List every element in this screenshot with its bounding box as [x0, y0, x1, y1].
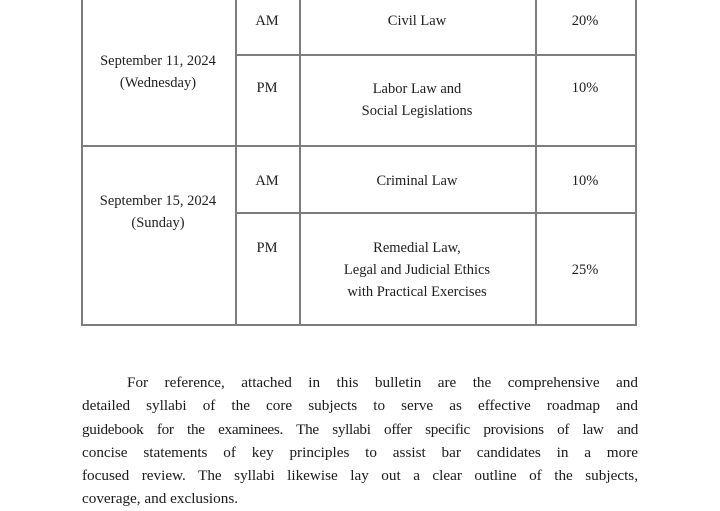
row-divider: [235, 54, 636, 56]
subject-weight: 25%: [571, 262, 599, 278]
paragraph-line: concise statements of key principles to assist bar candidates in a more: [82, 443, 638, 461]
session-time: AM: [255, 173, 279, 189]
exam-day: (Wednesday): [119, 75, 197, 91]
exam-date: September 15, 2024: [99, 193, 217, 209]
weight-cell: [535, 6, 635, 36]
time-cell: [235, 6, 299, 36]
paragraph-line: coverage, and exclusions.: [82, 490, 239, 508]
subject-name: Criminal Law: [376, 173, 458, 189]
subject-weight: 10%: [571, 80, 599, 96]
time-cell: [235, 73, 299, 103]
row-divider: [81, 145, 636, 147]
date-cell: [81, 32, 235, 112]
session-time: PM: [256, 80, 278, 96]
weight-cell: [535, 255, 635, 285]
subject-name-line: with Practical Exercises: [347, 284, 487, 300]
paragraph-line: detailed syllabi of the core subjects to serve as effective roadmap and: [82, 397, 638, 415]
time-cell: [235, 233, 299, 263]
column-divider-date: [235, 0, 237, 325]
reference-paragraph: [82, 371, 638, 511]
time-cell: [235, 166, 299, 196]
session-time: PM: [256, 240, 278, 256]
session-time: AM: [255, 13, 279, 29]
table-border-right: [635, 0, 637, 325]
table-border-bottom: [81, 324, 637, 326]
subject-name-line: Legal and Judicial Ethics: [343, 262, 491, 278]
subject-cell: [299, 77, 535, 123]
subject-name-line: Labor Law and: [372, 81, 462, 97]
exam-day: (Sunday): [131, 215, 185, 231]
subject-name-line: Social Legislations: [361, 103, 473, 119]
exam-date: September 11, 2024: [100, 53, 216, 69]
weight-cell: [535, 166, 635, 196]
paragraph-line: For reference, attached in this bulletin are the comprehensive and: [127, 374, 638, 391]
subject-weight: 20%: [571, 13, 599, 29]
subject-weight: 10%: [571, 173, 599, 189]
date-cell: [81, 172, 235, 252]
paragraph-line: focused review. The syllabi likewise lay out a clear outline of the subjects,: [82, 467, 638, 485]
weight-cell: [535, 73, 635, 103]
subject-name: Civil Law: [387, 13, 447, 29]
subject-cell: [299, 235, 535, 305]
paragraph-line: guidebook for the examinees. The syllabi offer specific provisions of law and: [82, 420, 638, 438]
subject-name-line: Remedial Law,: [373, 240, 461, 256]
subject-cell: [299, 166, 535, 196]
row-divider: [235, 212, 636, 214]
subject-cell: [299, 6, 535, 36]
exam-schedule-table: [81, 0, 636, 325]
